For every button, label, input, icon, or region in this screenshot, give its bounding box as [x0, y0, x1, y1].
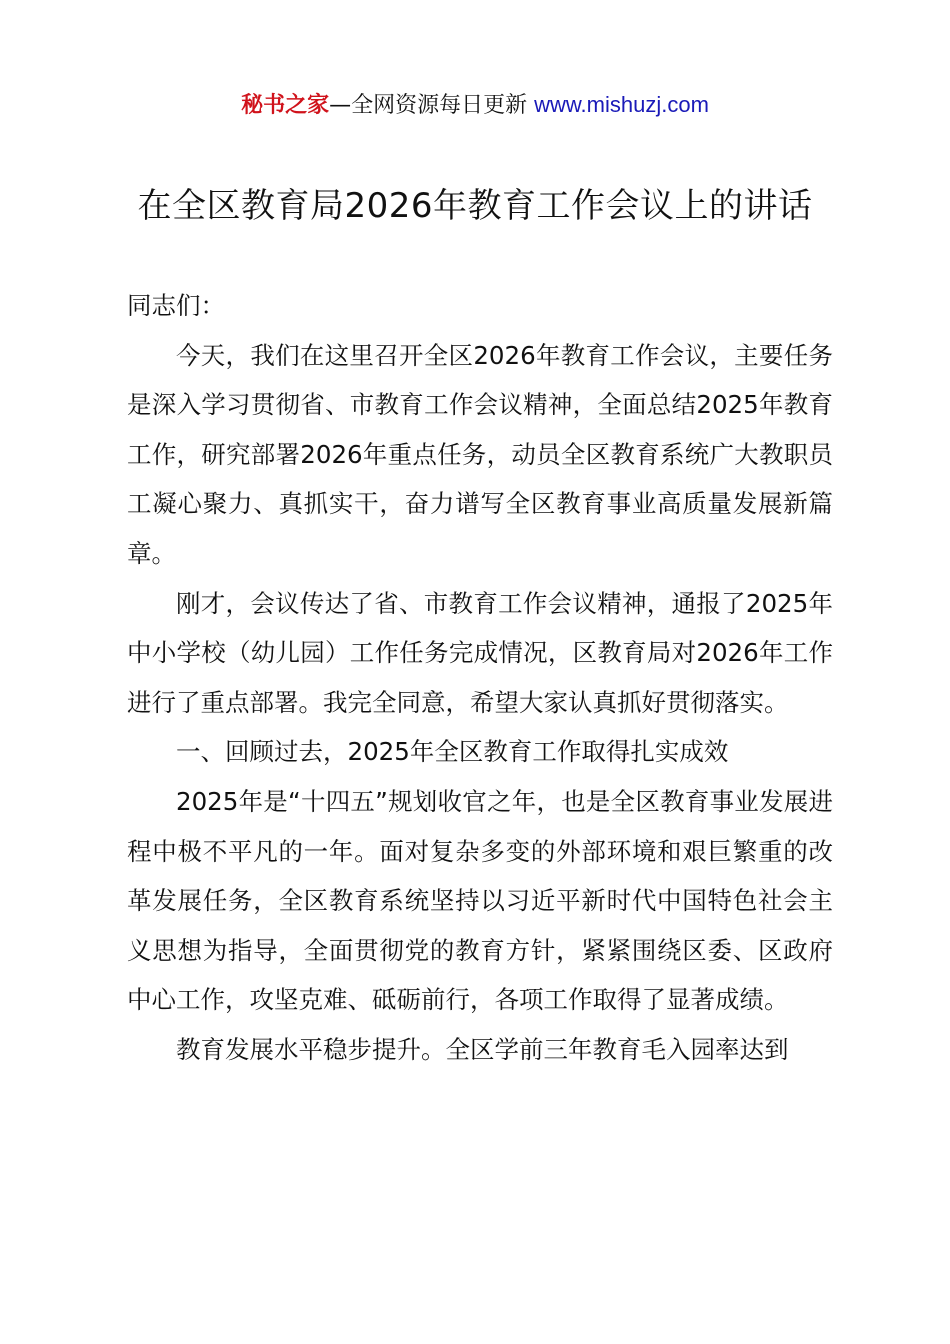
document-title: 在全区教育局2026年教育工作会议上的讲话 — [137, 186, 813, 226]
site-url[interactable]: www.mishuzj.com — [534, 92, 709, 117]
paragraph-development: 教育发展水平稳步提升。全区学前三年教育毛入园率达到 — [176, 1034, 789, 1064]
salutation: 同志们： — [127, 291, 225, 320]
paragraph-review: 2025年是“十四五”规划收官之年，也是全区教育事业发展进程中极不平凡的一年。面对复杂多变的外部环境和艰巨繁重的改革发展任务，全区教育系统坚持以习近平新时代中国特色社会主义思想为指导，全面贯彻党的教育方针，紧紧围绕区委、区政府中心工作，攻坚克难、砥砺前行，各项工作取得了显著成绩。 — [127, 786, 833, 1015]
site-header — [0, 88, 950, 123]
document-body — [127, 281, 833, 1075]
site-slogan: —全网资源每日更新 — [329, 93, 535, 118]
brand-name: 秘书之家 — [241, 93, 330, 118]
section-heading: 一、回顾过去，2025年全区教育工作取得扎实成效 — [176, 737, 729, 767]
paragraph-opening: 今天，我们在这里召开全区2026年教育工作会议，主要任务是深入学习贯彻省、市教育工作会议精神，全面总结2025年教育工作，研究部署2026年重点任务，动员全区教育系统广大教职员工凝心聚力、真抓实干，奋力谱写全区教育事业高质量发展新篇章。 — [127, 340, 833, 568]
paragraph-agreement: 刚才，会议传达了省、市教育工作会议精神，通报了2025年中小学校（幼儿园）工作任务完成情况，区教育局对2026年工作进行了重点部署。我完全同意，希望大家认真抓好贯彻落实。 — [127, 588, 833, 717]
